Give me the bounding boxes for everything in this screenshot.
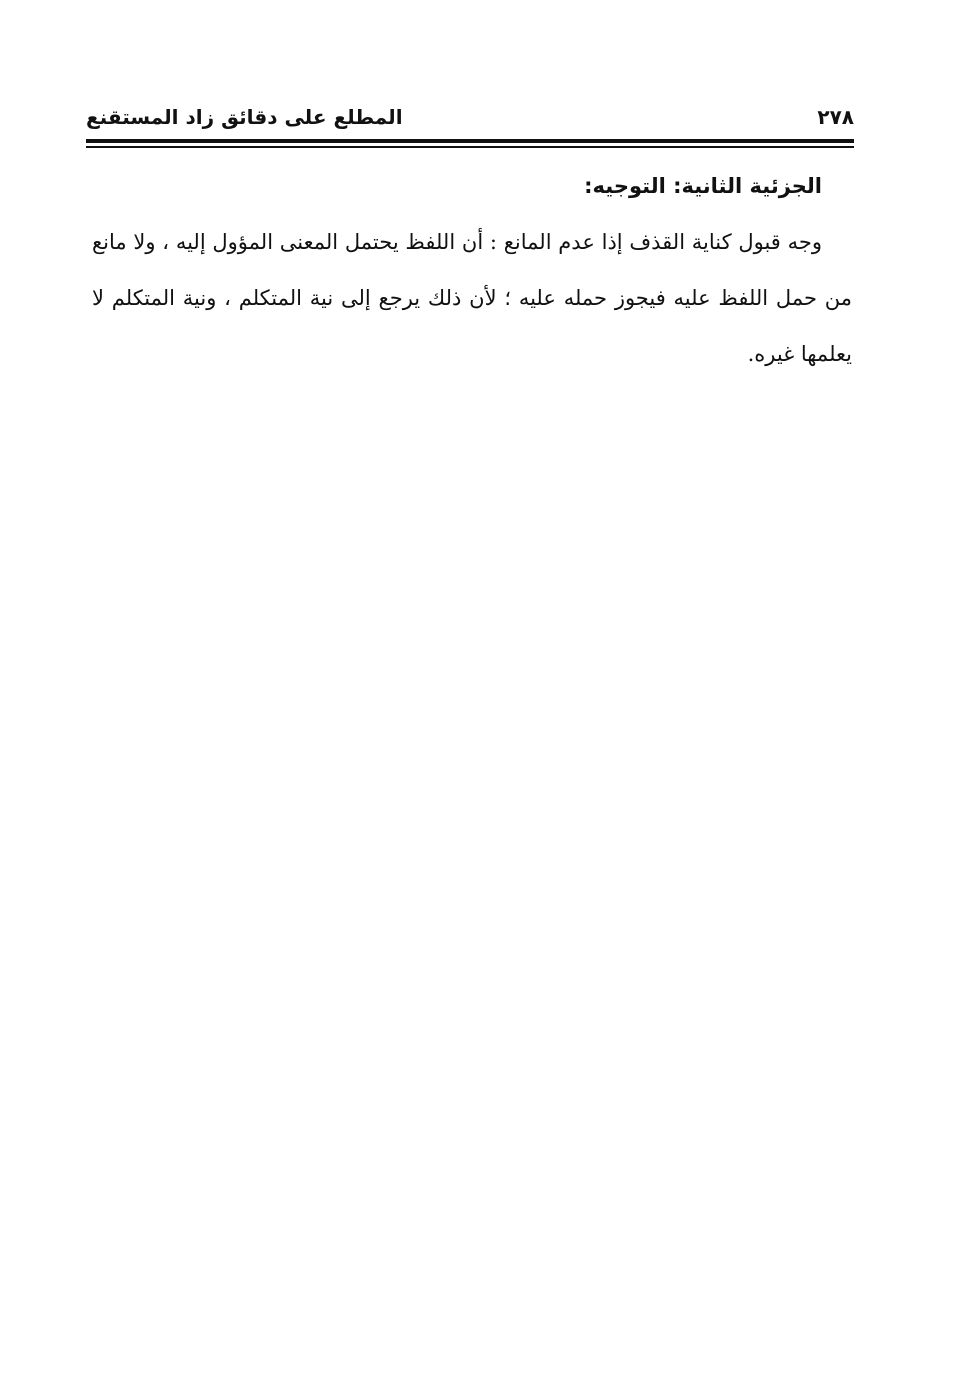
section-heading: الجزئية الثانية: التوجيه: <box>584 174 822 198</box>
page-number: ٢٧٨ <box>817 105 854 129</box>
body-paragraph: وجه قبول كناية القذف إذا عدم المانع : أن اللفظ يحتمل المعنى المؤول إليه ، ولا مانع من حمل اللفظ عليه فيجوز حمله عليه ؛ لأن ذلك يرجع إلى نية المتكلم ، ونية المتكلم لا يعلمها غيره. <box>92 230 852 366</box>
header-rule-thick <box>86 139 854 143</box>
page-content <box>92 168 852 382</box>
header-rule-thin <box>86 146 854 148</box>
running-title: المطلع على دقائق زاد المستقنع <box>86 105 403 129</box>
page-header <box>86 100 854 136</box>
